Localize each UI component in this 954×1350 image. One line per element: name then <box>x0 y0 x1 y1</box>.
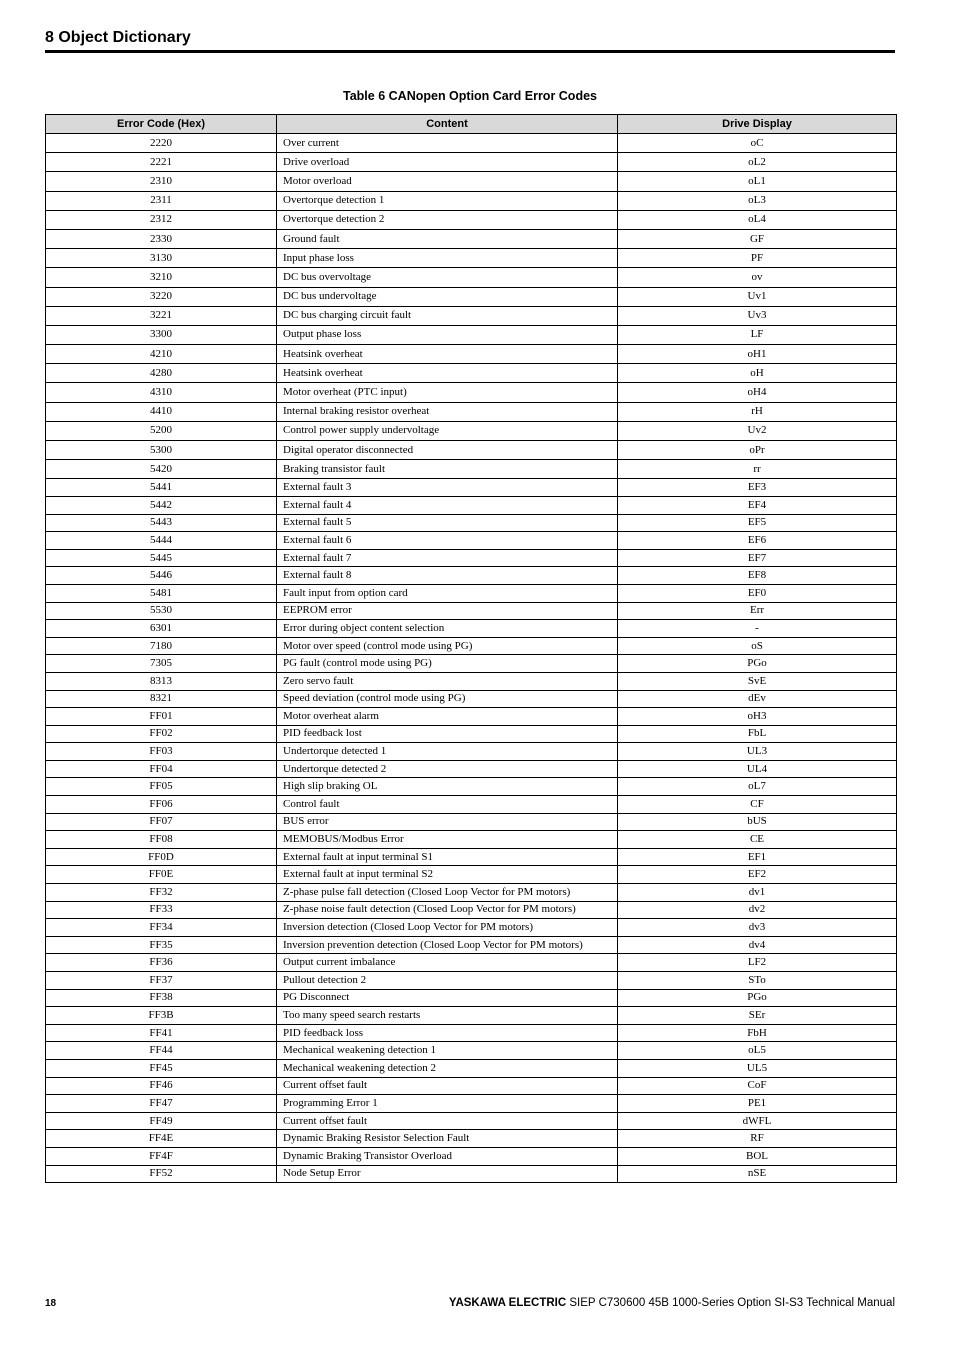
cell-drive-display: EF5 <box>618 514 897 532</box>
cell-content: Overtorque detection 1 <box>277 191 618 210</box>
cell-error-code: FF44 <box>46 1042 277 1060</box>
cell-error-code: 2312 <box>46 210 277 229</box>
cell-error-code: 2310 <box>46 172 277 191</box>
cell-content: PID feedback loss <box>277 1024 618 1042</box>
cell-drive-display: RF <box>618 1130 897 1148</box>
cell-error-code: FF03 <box>46 743 277 761</box>
table-row <box>46 1130 897 1148</box>
cell-content: Too many speed search restarts <box>277 1007 618 1025</box>
table-row <box>46 848 897 866</box>
cell-content: Node Setup Error <box>277 1165 618 1183</box>
cell-content: Current offset fault <box>277 1077 618 1095</box>
cell-drive-display: oH4 <box>618 383 897 402</box>
table-row <box>46 421 897 440</box>
cell-content: External fault 3 <box>277 479 618 497</box>
cell-error-code: FF52 <box>46 1165 277 1183</box>
cell-content: Braking transistor fault <box>277 460 618 479</box>
cell-error-code: 7180 <box>46 637 277 655</box>
cell-content: Over current <box>277 134 618 153</box>
cell-drive-display: oL1 <box>618 172 897 191</box>
cell-content: Programming Error 1 <box>277 1095 618 1113</box>
column-header-drive-display: Drive Display <box>618 115 897 134</box>
cell-error-code: FF36 <box>46 954 277 972</box>
error-code-table <box>45 114 897 1183</box>
cell-content: Heatsink overheat <box>277 345 618 364</box>
cell-error-code: 6301 <box>46 620 277 638</box>
table-row <box>46 306 897 325</box>
table-body <box>46 134 897 1183</box>
table-row <box>46 514 897 532</box>
cell-error-code: 4310 <box>46 383 277 402</box>
cell-drive-display: oL7 <box>618 778 897 796</box>
table-row <box>46 1007 897 1025</box>
cell-error-code: 2330 <box>46 229 277 248</box>
cell-error-code: 5481 <box>46 584 277 602</box>
section-title: 8 Object Dictionary <box>45 29 191 46</box>
cell-content: External fault 6 <box>277 532 618 550</box>
cell-error-code: 5442 <box>46 496 277 514</box>
table-row <box>46 1147 897 1165</box>
cell-content: High slip braking OL <box>277 778 618 796</box>
cell-content: Z-phase pulse fall detection (Closed Loop Vector for PM motors) <box>277 884 618 902</box>
cell-content: Current offset fault <box>277 1112 618 1130</box>
cell-error-code: FF01 <box>46 708 277 726</box>
cell-drive-display: SEr <box>618 1007 897 1025</box>
cell-drive-display: Err <box>618 602 897 620</box>
cell-drive-display: PGo <box>618 655 897 673</box>
table-row <box>46 708 897 726</box>
cell-error-code: 2221 <box>46 153 277 172</box>
cell-drive-display: - <box>618 620 897 638</box>
cell-content: Ground fault <box>277 229 618 248</box>
cell-error-code: FF32 <box>46 884 277 902</box>
cell-error-code: FF34 <box>46 919 277 937</box>
header-rule <box>45 50 895 53</box>
cell-error-code: 7305 <box>46 655 277 673</box>
table-row <box>46 402 897 421</box>
cell-error-code: FF38 <box>46 989 277 1007</box>
cell-error-code: FF45 <box>46 1059 277 1077</box>
error-code-table-container <box>45 114 896 1183</box>
cell-drive-display: EF8 <box>618 567 897 585</box>
cell-drive-display: dv2 <box>618 901 897 919</box>
cell-drive-display: EF6 <box>618 532 897 550</box>
cell-content: PG Disconnect <box>277 989 618 1007</box>
table-row <box>46 210 897 229</box>
cell-content: Drive overload <box>277 153 618 172</box>
cell-drive-display: Uv2 <box>618 421 897 440</box>
table-row <box>46 249 897 268</box>
table-row <box>46 919 897 937</box>
table-row <box>46 1112 897 1130</box>
cell-drive-display: oL2 <box>618 153 897 172</box>
cell-drive-display: UL4 <box>618 760 897 778</box>
cell-content: Overtorque detection 2 <box>277 210 618 229</box>
cell-content: Input phase loss <box>277 249 618 268</box>
cell-error-code: 5443 <box>46 514 277 532</box>
cell-drive-display: oS <box>618 637 897 655</box>
table-row <box>46 972 897 990</box>
cell-drive-display: dv3 <box>618 919 897 937</box>
cell-error-code: 5200 <box>46 421 277 440</box>
cell-content: Fault input from option card <box>277 584 618 602</box>
cell-error-code: FF3B <box>46 1007 277 1025</box>
cell-drive-display: CF <box>618 796 897 814</box>
cell-drive-display: dWFL <box>618 1112 897 1130</box>
cell-content: Motor overheat (PTC input) <box>277 383 618 402</box>
table-row <box>46 1077 897 1095</box>
table-row <box>46 884 897 902</box>
table-caption: Table 6 CANopen Option Card Error Codes <box>343 89 597 103</box>
table-row <box>46 743 897 761</box>
table-row <box>46 989 897 1007</box>
cell-drive-display: oL3 <box>618 191 897 210</box>
table-row <box>46 325 897 344</box>
cell-content: Z-phase noise fault detection (Closed Loop Vector for PM motors) <box>277 901 618 919</box>
cell-error-code: FF0D <box>46 848 277 866</box>
cell-drive-display: nSE <box>618 1165 897 1183</box>
cell-content: DC bus charging circuit fault <box>277 306 618 325</box>
cell-drive-display: CE <box>618 831 897 849</box>
cell-error-code: 5446 <box>46 567 277 585</box>
cell-error-code: 5441 <box>46 479 277 497</box>
footer-document-title: SIEP C730600 45B 1000-Series Option SI-S3 Technical Manual <box>566 1297 895 1309</box>
cell-content: BUS error <box>277 813 618 831</box>
cell-drive-display: oL5 <box>618 1042 897 1060</box>
cell-error-code: 8321 <box>46 690 277 708</box>
cell-error-code: 2220 <box>46 134 277 153</box>
cell-drive-display: PGo <box>618 989 897 1007</box>
cell-drive-display: rr <box>618 460 897 479</box>
table-row <box>46 441 897 460</box>
table-row <box>46 1024 897 1042</box>
cell-error-code: 3210 <box>46 268 277 287</box>
cell-drive-display: CoF <box>618 1077 897 1095</box>
cell-drive-display: LF <box>618 325 897 344</box>
cell-error-code: FF06 <box>46 796 277 814</box>
column-header-error-code: Error Code (Hex) <box>46 115 277 134</box>
table-row <box>46 901 897 919</box>
cell-drive-display: dv4 <box>618 936 897 954</box>
table-row <box>46 954 897 972</box>
cell-error-code: FF46 <box>46 1077 277 1095</box>
cell-drive-display: bUS <box>618 813 897 831</box>
table-row <box>46 1059 897 1077</box>
cell-error-code: FF08 <box>46 831 277 849</box>
cell-drive-display: dv1 <box>618 884 897 902</box>
table-row <box>46 831 897 849</box>
cell-drive-display: EF2 <box>618 866 897 884</box>
cell-error-code: 3130 <box>46 249 277 268</box>
cell-drive-display: oC <box>618 134 897 153</box>
table-row <box>46 479 897 497</box>
cell-content: Dynamic Braking Resistor Selection Fault <box>277 1130 618 1148</box>
cell-error-code: 4280 <box>46 364 277 383</box>
cell-drive-display: EF7 <box>618 549 897 567</box>
cell-content: Zero servo fault <box>277 672 618 690</box>
cell-content: Mechanical weakening detection 1 <box>277 1042 618 1060</box>
cell-error-code: FF37 <box>46 972 277 990</box>
cell-content: Output current imbalance <box>277 954 618 972</box>
cell-drive-display: Uv1 <box>618 287 897 306</box>
footer-document-info <box>449 1297 895 1309</box>
cell-content: Undertorque detected 1 <box>277 743 618 761</box>
cell-error-code: 5444 <box>46 532 277 550</box>
cell-drive-display: dEv <box>618 690 897 708</box>
cell-drive-display: rH <box>618 402 897 421</box>
cell-error-code: 3220 <box>46 287 277 306</box>
cell-error-code: FF49 <box>46 1112 277 1130</box>
cell-error-code: FF05 <box>46 778 277 796</box>
cell-content: Inversion prevention detection (Closed Loop Vector for PM motors) <box>277 936 618 954</box>
table-row <box>46 796 897 814</box>
table-row <box>46 496 897 514</box>
cell-error-code: 5445 <box>46 549 277 567</box>
cell-drive-display: STo <box>618 972 897 990</box>
cell-drive-display: EF0 <box>618 584 897 602</box>
cell-content: Digital operator disconnected <box>277 441 618 460</box>
table-row <box>46 725 897 743</box>
cell-error-code: 5300 <box>46 441 277 460</box>
cell-content: PID feedback lost <box>277 725 618 743</box>
cell-drive-display: EF1 <box>618 848 897 866</box>
table-row <box>46 760 897 778</box>
cell-content: Output phase loss <box>277 325 618 344</box>
table-row <box>46 620 897 638</box>
cell-drive-display: BOL <box>618 1147 897 1165</box>
table-row <box>46 1165 897 1183</box>
cell-error-code: FF02 <box>46 725 277 743</box>
table-row <box>46 567 897 585</box>
table-row <box>46 460 897 479</box>
table-row <box>46 153 897 172</box>
table-row <box>46 1095 897 1113</box>
table-row <box>46 690 897 708</box>
table-row <box>46 345 897 364</box>
cell-content: Inversion detection (Closed Loop Vector for PM motors) <box>277 919 618 937</box>
cell-content: External fault at input terminal S2 <box>277 866 618 884</box>
cell-content: Control fault <box>277 796 618 814</box>
table-row <box>46 602 897 620</box>
cell-error-code: FF47 <box>46 1095 277 1113</box>
cell-drive-display: PE1 <box>618 1095 897 1113</box>
cell-error-code: FF33 <box>46 901 277 919</box>
table-row <box>46 672 897 690</box>
cell-error-code: FF04 <box>46 760 277 778</box>
cell-error-code: 3221 <box>46 306 277 325</box>
cell-content: External fault 4 <box>277 496 618 514</box>
cell-drive-display: FbH <box>618 1024 897 1042</box>
cell-error-code: FF07 <box>46 813 277 831</box>
cell-content: Heatsink overheat <box>277 364 618 383</box>
cell-content: Internal braking resistor overheat <box>277 402 618 421</box>
table-row <box>46 229 897 248</box>
table-row <box>46 549 897 567</box>
cell-drive-display: UL3 <box>618 743 897 761</box>
cell-error-code: FF0E <box>46 866 277 884</box>
cell-error-code: 5420 <box>46 460 277 479</box>
cell-content: Motor overheat alarm <box>277 708 618 726</box>
cell-content: External fault 8 <box>277 567 618 585</box>
table-row <box>46 866 897 884</box>
cell-error-code: 4410 <box>46 402 277 421</box>
cell-content: Mechanical weakening detection 2 <box>277 1059 618 1077</box>
cell-error-code: 8313 <box>46 672 277 690</box>
cell-content: EEPROM error <box>277 602 618 620</box>
cell-drive-display: oH1 <box>618 345 897 364</box>
cell-content: Control power supply undervoltage <box>277 421 618 440</box>
cell-content: Pullout detection 2 <box>277 972 618 990</box>
cell-content: Error during object content selection <box>277 620 618 638</box>
page-number: 18 <box>45 1298 57 1309</box>
cell-error-code: FF4F <box>46 1147 277 1165</box>
cell-content: Dynamic Braking Transistor Overload <box>277 1147 618 1165</box>
table-row <box>46 383 897 402</box>
cell-content: External fault 7 <box>277 549 618 567</box>
table-row <box>46 287 897 306</box>
cell-content: Motor overload <box>277 172 618 191</box>
cell-error-code: 4210 <box>46 345 277 364</box>
cell-drive-display: UL5 <box>618 1059 897 1077</box>
cell-content: DC bus overvoltage <box>277 268 618 287</box>
table-row <box>46 936 897 954</box>
table-row <box>46 134 897 153</box>
cell-content: Speed deviation (control mode using PG) <box>277 690 618 708</box>
table-row <box>46 637 897 655</box>
cell-content: MEMOBUS/Modbus Error <box>277 831 618 849</box>
cell-content: External fault at input terminal S1 <box>277 848 618 866</box>
table-row <box>46 172 897 191</box>
cell-drive-display: FbL <box>618 725 897 743</box>
cell-content: Undertorque detected 2 <box>277 760 618 778</box>
table-row <box>46 778 897 796</box>
table-row <box>46 364 897 383</box>
cell-drive-display: GF <box>618 229 897 248</box>
cell-error-code: 5530 <box>46 602 277 620</box>
cell-drive-display: Uv3 <box>618 306 897 325</box>
cell-drive-display: oL4 <box>618 210 897 229</box>
cell-drive-display: LF2 <box>618 954 897 972</box>
table-row <box>46 191 897 210</box>
cell-error-code: FF4E <box>46 1130 277 1148</box>
cell-error-code: FF41 <box>46 1024 277 1042</box>
table-row <box>46 655 897 673</box>
table-header-row <box>46 115 897 134</box>
table-row <box>46 268 897 287</box>
cell-content: Motor over speed (control mode using PG) <box>277 637 618 655</box>
column-header-content: Content <box>277 115 618 134</box>
cell-drive-display: SvE <box>618 672 897 690</box>
cell-drive-display: ov <box>618 268 897 287</box>
cell-content: PG fault (control mode using PG) <box>277 655 618 673</box>
table-row <box>46 1042 897 1060</box>
cell-drive-display: EF4 <box>618 496 897 514</box>
table-row <box>46 584 897 602</box>
cell-content: DC bus undervoltage <box>277 287 618 306</box>
cell-content: External fault 5 <box>277 514 618 532</box>
cell-drive-display: EF3 <box>618 479 897 497</box>
table-row <box>46 532 897 550</box>
cell-drive-display: PF <box>618 249 897 268</box>
table-row <box>46 813 897 831</box>
cell-error-code: 2311 <box>46 191 277 210</box>
cell-drive-display: oH <box>618 364 897 383</box>
cell-error-code: 3300 <box>46 325 277 344</box>
footer-brand: YASKAWA ELECTRIC <box>448 1297 567 1309</box>
cell-drive-display: oPr <box>618 441 897 460</box>
cell-drive-display: oH3 <box>618 708 897 726</box>
cell-error-code: FF35 <box>46 936 277 954</box>
